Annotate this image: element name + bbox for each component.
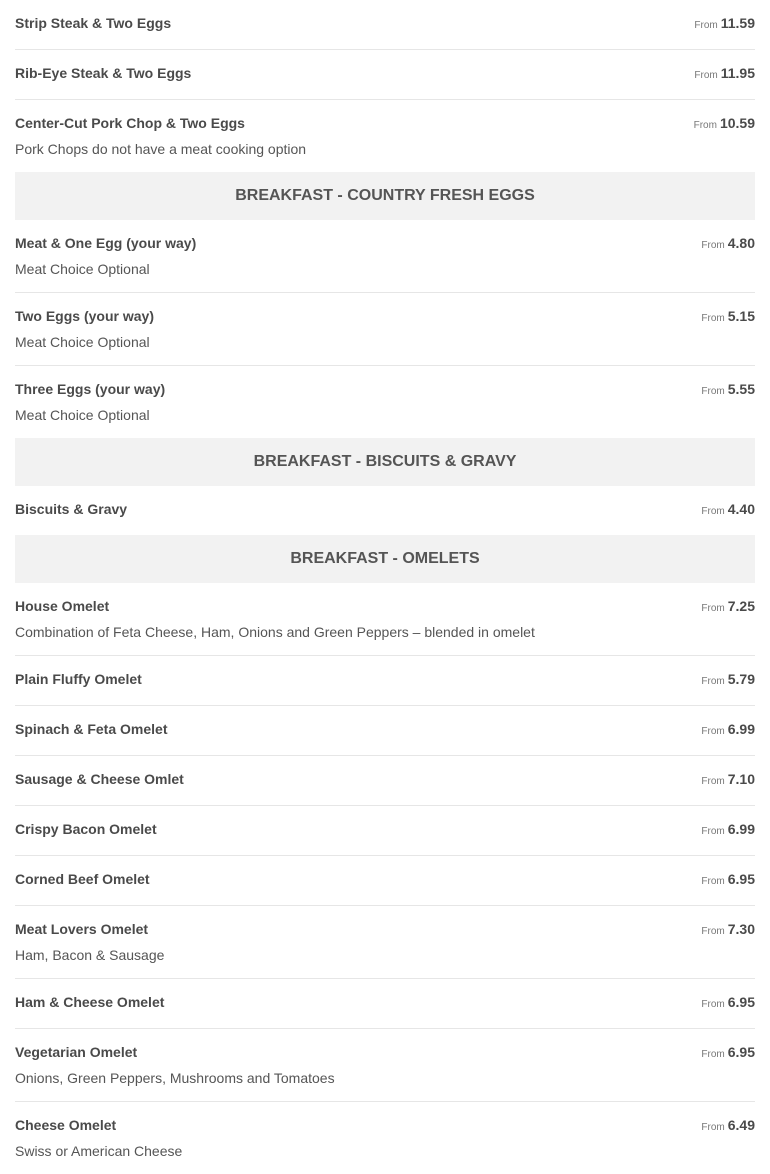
menu-item-price-group — [694, 64, 755, 85]
menu-item-two-eggs-your-way[interactable] — [15, 293, 755, 366]
menu-item-name: Plain Fluffy Omelet — [15, 671, 142, 687]
menu-item-name: Spinach & Feta Omelet — [15, 721, 168, 737]
menu-list — [15, 0, 755, 1174]
menu-item-row — [15, 993, 755, 1014]
menu-item-row — [15, 820, 755, 841]
menu-item-row — [15, 1116, 755, 1137]
menu-item-name: Biscuits & Gravy — [15, 501, 128, 517]
menu-item-price-group — [701, 820, 755, 841]
price-prefix-label: From — [701, 1122, 725, 1133]
menu-item-price: 4.80 — [727, 235, 755, 251]
price-prefix-label: From — [701, 1049, 725, 1060]
menu-item-sausage-and-cheese-omlet[interactable] — [15, 756, 755, 806]
menu-item-plain-fluffy-omelet[interactable] — [15, 656, 755, 706]
menu-item-row — [15, 307, 755, 328]
menu-item-price: 6.95 — [727, 1044, 755, 1060]
menu-item-strip-steak-and-two-eggs[interactable] — [15, 0, 755, 50]
menu-item-name: Rib-Eye Steak & Two Eggs — [15, 65, 192, 81]
menu-item-row — [15, 380, 755, 401]
menu-item-price-group — [701, 870, 755, 891]
menu-item-price: 11.59 — [720, 15, 755, 31]
menu-item-name: Two Eggs (your way) — [15, 308, 154, 324]
menu-item-description: Combination of Feta Cheese, Ham, Onions and Green Peppers – blended in omelet — [15, 624, 535, 640]
menu-item-price: 5.15 — [727, 308, 755, 324]
price-prefix-label: From — [701, 313, 725, 324]
menu-item-meat-and-one-egg-your-way[interactable] — [15, 220, 755, 293]
menu-item-price: 7.25 — [727, 598, 755, 614]
menu-item-price-group — [701, 380, 755, 401]
menu-item-name: Sausage & Cheese Omlet — [15, 771, 184, 787]
menu-item-name: Strip Steak & Two Eggs — [15, 15, 172, 31]
menu-item-ham-and-cheese-omelet[interactable] — [15, 979, 755, 1029]
menu-item-row — [15, 670, 755, 691]
menu-item-name: Ham & Cheese Omelet — [15, 994, 165, 1010]
menu-item-price-group — [701, 920, 755, 941]
menu-item-price: 4.40 — [727, 501, 755, 517]
price-prefix-label: From — [701, 926, 725, 937]
menu-item-spinach-and-feta-omelet[interactable] — [15, 706, 755, 756]
menu-item-price: 6.99 — [727, 821, 755, 837]
menu-item-description: Ham, Bacon & Sausage — [15, 947, 165, 963]
menu-item-description: Pork Chops do not have a meat cooking option — [15, 141, 307, 157]
menu-item-price-group — [701, 1116, 755, 1137]
section-header-breakfast-omelets: BREAKFAST - OMELETS — [15, 535, 755, 583]
price-prefix-label: From — [701, 506, 725, 517]
menu-item-meat-lovers-omelet[interactable] — [15, 906, 755, 979]
menu-item-name: Center-Cut Pork Chop & Two Eggs — [15, 115, 245, 131]
menu-item-corned-beef-omelet[interactable] — [15, 856, 755, 906]
menu-item-price: 10.59 — [719, 115, 755, 131]
menu-item-row — [15, 770, 755, 791]
menu-item-rib-eye-steak-and-two-eggs[interactable] — [15, 50, 755, 100]
price-prefix-label: From — [701, 876, 725, 887]
price-prefix-label: From — [701, 603, 725, 614]
menu-item-crispy-bacon-omelet[interactable] — [15, 806, 755, 856]
menu-item-description: Meat Choice Optional — [15, 407, 150, 423]
menu-item-price: 5.79 — [727, 671, 755, 687]
menu-item-price-group — [701, 307, 755, 328]
menu-item-name: Vegetarian Omelet — [15, 1044, 138, 1060]
menu-item-price-group — [694, 114, 755, 135]
menu-item-row — [15, 114, 755, 135]
menu-item-name: Corned Beef Omelet — [15, 871, 150, 887]
menu-item-price-group — [701, 500, 755, 521]
price-prefix-label: From — [694, 20, 718, 31]
menu-item-price: 7.30 — [727, 921, 755, 937]
menu-item-house-omelet[interactable] — [15, 583, 755, 656]
menu-item-price-group — [701, 993, 755, 1014]
menu-item-price: 6.99 — [727, 721, 755, 737]
price-prefix-label: From — [694, 70, 718, 81]
menu-item-price: 6.95 — [727, 871, 755, 887]
menu-item-price-group — [701, 234, 755, 255]
menu-item-center-cut-pork-chop-and-two-eggs[interactable] — [15, 100, 755, 172]
price-prefix-label: From — [701, 726, 725, 737]
menu-item-price-group — [694, 14, 755, 35]
menu-item-price: 6.49 — [727, 1117, 755, 1133]
menu-item-row — [15, 720, 755, 741]
menu-item-vegetarian-omelet[interactable] — [15, 1029, 755, 1102]
menu-item-price: 6.95 — [727, 994, 755, 1010]
menu-item-price: 11.95 — [720, 65, 755, 81]
menu-item-description: Onions, Green Peppers, Mushrooms and Tomatoes — [15, 1070, 335, 1086]
section-header-breakfast-country-fresh-eggs: BREAKFAST - COUNTRY FRESH EGGS — [15, 172, 755, 220]
menu-item-biscuits-and-gravy[interactable] — [15, 486, 755, 535]
menu-item-name: Three Eggs (your way) — [15, 381, 166, 397]
menu-item-row — [15, 870, 755, 891]
menu-item-description: Meat Choice Optional — [15, 334, 150, 350]
menu-item-price: 5.55 — [727, 381, 755, 397]
menu-item-price-group — [701, 720, 755, 741]
price-prefix-label: From — [701, 776, 725, 787]
menu-item-price-group — [701, 670, 755, 691]
menu-item-row — [15, 1043, 755, 1064]
menu-item-name: House Omelet — [15, 598, 110, 614]
menu-item-name: Meat & One Egg (your way) — [15, 235, 197, 251]
menu-item-row — [15, 500, 755, 521]
menu-item-description: Meat Choice Optional — [15, 261, 150, 277]
menu-item-row — [15, 14, 755, 35]
menu-item-row — [15, 64, 755, 85]
menu-item-cheese-omelet[interactable] — [15, 1102, 755, 1174]
menu-item-name: Cheese Omelet — [15, 1117, 117, 1133]
price-prefix-label: From — [693, 120, 717, 131]
menu-item-name: Crispy Bacon Omelet — [15, 821, 157, 837]
menu-item-price: 7.10 — [727, 771, 755, 787]
menu-item-three-eggs-your-way[interactable] — [15, 366, 755, 438]
menu-item-description: Swiss or American Cheese — [15, 1143, 183, 1159]
price-prefix-label: From — [701, 826, 725, 837]
price-prefix-label: From — [701, 676, 725, 687]
menu-item-row — [15, 920, 755, 941]
menu-item-row — [15, 234, 755, 255]
menu-item-price-group — [701, 597, 755, 618]
menu-item-name: Meat Lovers Omelet — [15, 921, 149, 937]
menu-item-price-group — [701, 1043, 755, 1064]
menu-item-price-group — [701, 770, 755, 791]
price-prefix-label: From — [701, 386, 725, 397]
price-prefix-label: From — [701, 240, 725, 251]
menu-item-row — [15, 597, 755, 618]
price-prefix-label: From — [701, 999, 725, 1010]
section-header-breakfast-biscuits-and-gravy: BREAKFAST - BISCUITS & GRAVY — [15, 438, 755, 486]
